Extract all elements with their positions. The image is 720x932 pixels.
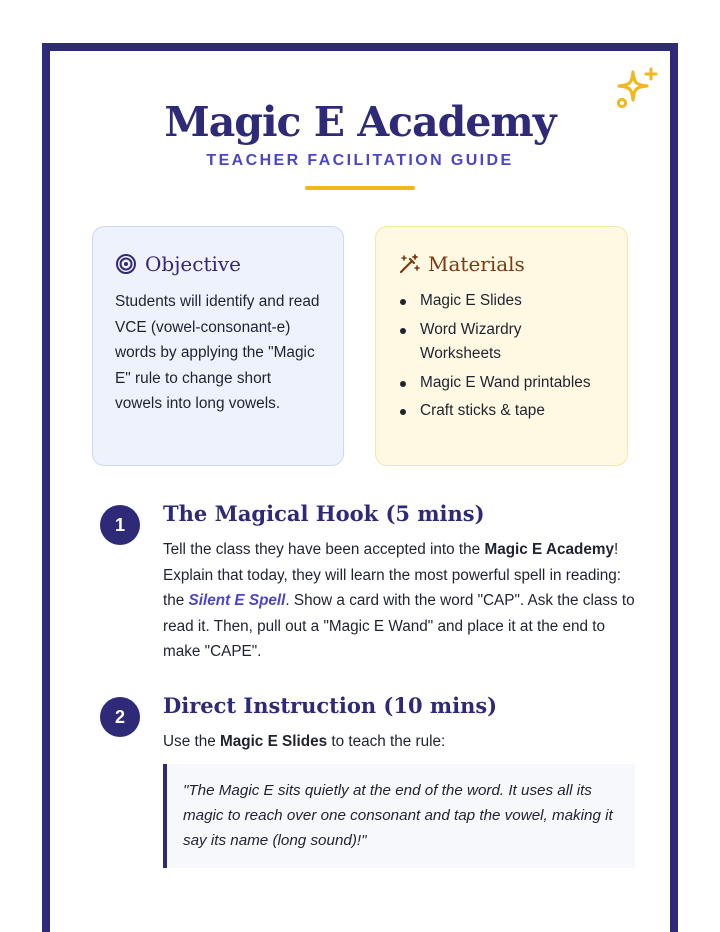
bullet [400, 328, 406, 334]
step-body: Tell the class they have been accepted into the Magic E Academy! Explain that today, they will learn the most powerful spell in reading: the Silent E Spell. Show a card with the word "CAP". Ask the class to read it. Then, pull out a "Magic E Wand" and place it at the end to make "CAPE". [163, 541, 635, 661]
bullet [400, 409, 406, 415]
page-title: Magic E Academy [164, 98, 556, 146]
objective-heading: Objective [145, 252, 242, 276]
step-title: Direct Instruction (10 mins) [163, 693, 498, 718]
materials-list [398, 289, 605, 424]
step-number-badge: 1 [100, 505, 140, 545]
magic-wand-icon [398, 253, 420, 275]
materials-heading: Materials [428, 252, 525, 276]
step-number-badge: 2 [100, 697, 140, 737]
materials-header [398, 249, 605, 279]
step-title: The Magical Hook (5 mins) [163, 501, 485, 526]
bullet [400, 299, 406, 305]
list-item: Magic E Slides [398, 289, 605, 314]
bullet [400, 381, 406, 387]
list-item: Magic E Wand printables [398, 371, 605, 396]
materials-card [375, 226, 628, 466]
objective-text: Students will identify and read VCE (vowel-consonant-e) words by applying the "Magic E" rule to change short vowels into long vowels. [115, 293, 320, 413]
page-frame [42, 43, 678, 932]
list-item: Word Wizardry Worksheets [398, 318, 605, 367]
page-subtitle: TEACHER FACILITATION GUIDE [206, 152, 514, 169]
step-body: Use the Magic E Slides to teach the rule: [163, 733, 446, 750]
title-divider [305, 186, 415, 190]
list-item: Craft sticks & tape [398, 399, 605, 424]
target-icon [115, 253, 137, 275]
spell-highlight: Silent E Spell [188, 592, 286, 610]
objective-card [92, 226, 344, 466]
rule-quote: "The Magic E sits quietly at the end of the word. It uses all its magic to reach over one consonant and tap the vowel, making it say its name (long sound)!" [163, 764, 635, 868]
objective-header [115, 249, 321, 279]
